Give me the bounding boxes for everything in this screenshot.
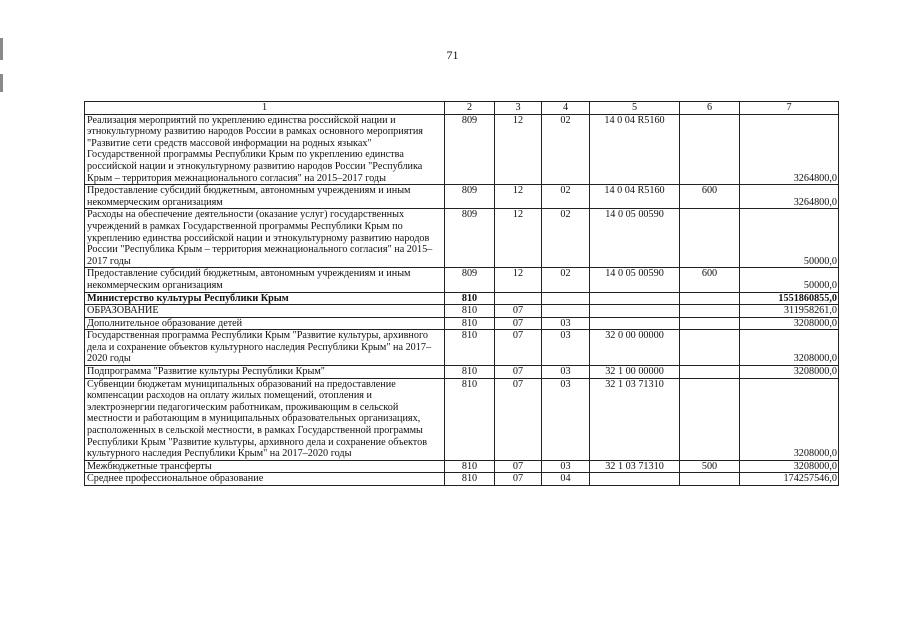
column-header: 7 [740, 102, 839, 115]
expense-type-cell: 600 [680, 268, 740, 292]
expense-type-cell [680, 114, 740, 185]
ministry-code-cell: 809 [445, 268, 495, 292]
subsection-code-cell: 02 [542, 114, 590, 185]
subsection-code-cell: 03 [542, 378, 590, 460]
subsection-code-cell [542, 305, 590, 318]
section-code-cell: 07 [495, 473, 542, 486]
row-name-cell: Государственная программа Республики Крым "Развитие культуры, архивного дела и сохранение объектов культурного наследия Республики Крым" на 2017–2020 годы [85, 330, 445, 366]
subsection-code-cell: 03 [542, 366, 590, 379]
section-code-cell: 07 [495, 305, 542, 318]
target-article-cell [590, 317, 680, 330]
target-article-cell: 32 1 03 71310 [590, 378, 680, 460]
column-header: 1 [85, 102, 445, 115]
ministry-code-cell: 810 [445, 292, 495, 305]
ministry-code-cell: 809 [445, 209, 495, 268]
section-code-cell: 12 [495, 185, 542, 209]
amount-cell: 3208000,0 [740, 317, 839, 330]
row-name-cell: Межбюджетные трансферты [85, 460, 445, 473]
row-name-cell: Министерство культуры Республики Крым [85, 292, 445, 305]
amount-cell: 3208000,0 [740, 378, 839, 460]
ministry-code-cell: 810 [445, 366, 495, 379]
ministry-code-cell: 810 [445, 317, 495, 330]
table-row [85, 268, 839, 292]
ministry-code-cell: 810 [445, 330, 495, 366]
subsection-code-cell: 03 [542, 317, 590, 330]
table-row [85, 185, 839, 209]
section-code-cell: 07 [495, 330, 542, 366]
table-row [85, 378, 839, 460]
ministry-code-cell: 809 [445, 114, 495, 185]
target-article-cell [590, 473, 680, 486]
table-row [85, 366, 839, 379]
expense-type-cell: 600 [680, 185, 740, 209]
section-code-cell: 07 [495, 317, 542, 330]
table-row [85, 209, 839, 268]
target-article-cell: 32 0 00 00000 [590, 330, 680, 366]
target-article-cell: 14 0 04 R5160 [590, 114, 680, 185]
target-article-cell [590, 305, 680, 318]
table-row [85, 473, 839, 486]
ministry-code-cell: 810 [445, 473, 495, 486]
row-name-cell: ОБРАЗОВАНИЕ [85, 305, 445, 318]
section-code-cell: 07 [495, 378, 542, 460]
section-code-cell: 07 [495, 460, 542, 473]
row-name-cell: Предоставление субсидий бюджетным, автономным учреждениям и иным некоммерческим организациям [85, 185, 445, 209]
subsection-code-cell: 04 [542, 473, 590, 486]
page-number: 71 [446, 48, 459, 62]
subsection-code-cell: 03 [542, 330, 590, 366]
amount-cell: 174257546,0 [740, 473, 839, 486]
scan-edge-mark [0, 74, 3, 92]
expense-type-cell [680, 378, 740, 460]
amount-cell: 3264800,0 [740, 114, 839, 185]
row-name-cell: Среднее профессиональное образование [85, 473, 445, 486]
row-name-cell: Предоставление субсидий бюджетным, автономным учреждениям и иным некоммерческим организациям [85, 268, 445, 292]
amount-cell: 311958261,0 [740, 305, 839, 318]
expense-type-cell [680, 292, 740, 305]
table-row [85, 330, 839, 366]
ministry-code-cell: 810 [445, 378, 495, 460]
amount-cell: 50000,0 [740, 209, 839, 268]
target-article-cell: 32 1 00 00000 [590, 366, 680, 379]
table-row [85, 292, 839, 305]
amount-cell: 3264800,0 [740, 185, 839, 209]
expense-type-cell [680, 317, 740, 330]
table-row [85, 460, 839, 473]
column-header: 6 [680, 102, 740, 115]
row-name-cell: Подпрограмма "Развитие культуры Республики Крым" [85, 366, 445, 379]
budget-table [84, 101, 839, 486]
column-header: 2 [445, 102, 495, 115]
section-code-cell [495, 292, 542, 305]
amount-cell: 3208000,0 [740, 366, 839, 379]
expense-type-cell [680, 366, 740, 379]
ministry-code-cell: 810 [445, 305, 495, 318]
row-name-cell: Реализация мероприятий по укреплению единства российской нации и этнокультурному развитию народов России в рамках основного мероприятия "Развитие сети средств массовой информации на родных языках" Государственной программы Республики Крым по укреплению единства российской нации и этнокультурному развитию народов России "Республика Крым – территория межнационального согласия" на 2015–2017 годы [85, 114, 445, 185]
column-header: 3 [495, 102, 542, 115]
ministry-code-cell: 809 [445, 185, 495, 209]
section-code-cell: 12 [495, 114, 542, 185]
ministry-code-cell: 810 [445, 460, 495, 473]
table-row [85, 305, 839, 318]
subsection-code-cell: 02 [542, 209, 590, 268]
subsection-code-cell: 03 [542, 460, 590, 473]
expense-type-cell [680, 330, 740, 366]
section-code-cell: 12 [495, 268, 542, 292]
expense-type-cell: 500 [680, 460, 740, 473]
expense-type-cell [680, 305, 740, 318]
section-code-cell: 12 [495, 209, 542, 268]
subsection-code-cell: 02 [542, 185, 590, 209]
column-header: 5 [590, 102, 680, 115]
subsection-code-cell [542, 292, 590, 305]
row-name-cell: Субвенции бюджетам муниципальных образований на предоставление компенсации расходов на оплату жилых помещений, отопления и электроэнергии педагогическим работникам, проживающим в сельской местности и работающим в муниципальных образовательных организациях, расположенных в сельской местности, в рамках Государственной программы Республики Крым "Развитие культуры, архивного дела и сохранение объектов культурного наследия Республики Крым" на 2017–2020 годы [85, 378, 445, 460]
target-article-cell: 14 0 05 00590 [590, 268, 680, 292]
amount-cell: 3208000,0 [740, 460, 839, 473]
target-article-cell: 32 1 03 71310 [590, 460, 680, 473]
row-name-cell: Дополнительное образование детей [85, 317, 445, 330]
amount-cell: 1551860855,0 [740, 292, 839, 305]
table-row [85, 114, 839, 185]
subsection-code-cell: 02 [542, 268, 590, 292]
target-article-cell: 14 0 04 R5160 [590, 185, 680, 209]
amount-cell: 50000,0 [740, 268, 839, 292]
section-code-cell: 07 [495, 366, 542, 379]
amount-cell: 3208000,0 [740, 330, 839, 366]
column-header: 4 [542, 102, 590, 115]
table-row [85, 317, 839, 330]
row-name-cell: Расходы на обеспечение деятельности (оказание услуг) государственных учреждений в рамках Государственной программы Республики Крым по укреплению единства российской нации и этнокультурному развитию народов России "Республика Крым – территория межнационального согласия" на 2015–2017 годы [85, 209, 445, 268]
expense-type-cell [680, 473, 740, 486]
expense-type-cell [680, 209, 740, 268]
table-header-row [85, 102, 839, 115]
target-article-cell: 14 0 05 00590 [590, 209, 680, 268]
target-article-cell [590, 292, 680, 305]
